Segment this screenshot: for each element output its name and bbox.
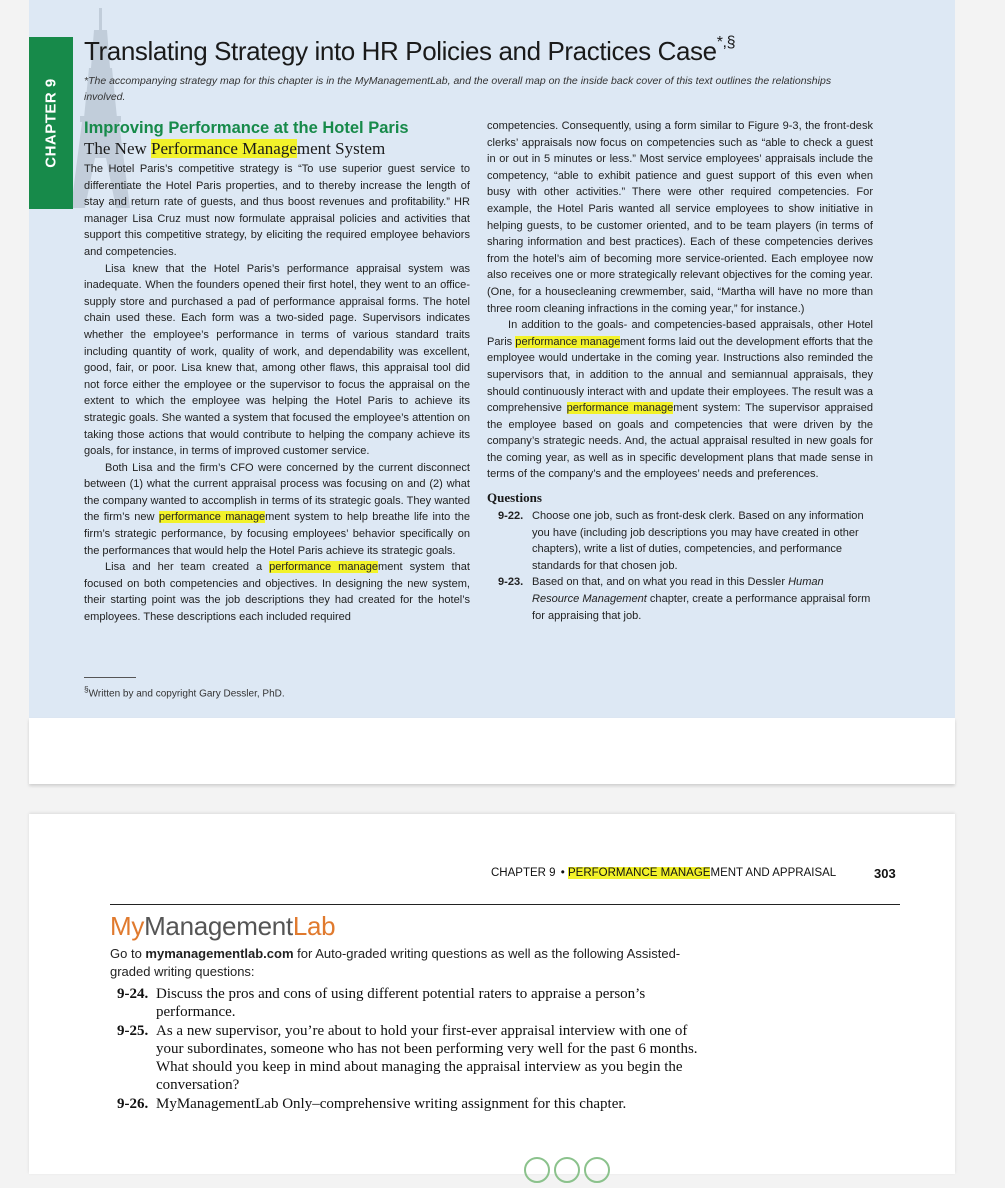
paragraph-4-start: Lisa and her team created a [105, 561, 270, 574]
question-9-22 [487, 508, 873, 574]
logo-circle-icon [524, 1157, 550, 1183]
section-heading-end: ment System [296, 139, 386, 158]
paragraph-2: Lisa knew that the Hotel Paris’s performance appraisal system was inadequate. When the founders opened their first hotel, they went to an office-supply store and purchased a pad of performance appraisal forms. The hotel chain used these. Each form was a two-sided page. Supervisors indicates whether the employee’s performance in terms of various standard traits including quantity of work, quality of work, and dependability was excellent, good, fair, or poor. Lisa knew that, among other flaws, this appraisal tool did not force either the employee or the supervisor to focus the appraisal on the extent to which the employee was helping the Hotel Paris to achieve its strategic goals. She wanted a system that focused the employee’s attention on taking those actions that would contribute to helping the company achieve its goals, for instance, in terms of improved customer service. [84, 262, 470, 458]
question-text-end: chapter, create a performance appraisal form for appraising that job. [532, 593, 871, 622]
writing-question-number: 9-26. [117, 1095, 149, 1112]
page-number: 303 [874, 866, 896, 881]
question-number: 9-22. [498, 510, 524, 523]
footnote-mark: § [84, 684, 89, 694]
mml-link[interactable]: mymanagementlab.com [145, 946, 294, 961]
paragraph-1: The Hotel Paris’s competitive strategy is “To use superior guest service to differentiate the Hotel Paris properties, and to thereby increase the length of stay and return rate of guests, and thus boost revenues and profitability.” HR manager Lisa Cruz must now formulate appraisal policies and activities that support this competitive strategy, by eliciting the required employee behaviors and competencies. [84, 163, 470, 258]
case-subtitle: Improving Performance at the Hotel Paris [84, 119, 409, 137]
writing-question-number: 9-24. [117, 986, 149, 1002]
footnote [84, 684, 285, 699]
search-highlight: performance manage [158, 511, 266, 524]
writing-questions [117, 985, 717, 1113]
footnote-text: Written by and copyright Gary Dessler, PhD. [88, 688, 285, 700]
writing-question-9-26 [117, 1095, 717, 1113]
writing-question-9-24 [117, 985, 717, 1022]
paragraph-3-start: Both Lisa and the firm’s CFO were concerned by the current disconnect between (1) what the current appraisal process was focusing on and (2) what the company wanted to accomplish in terms of its strategic goals. They wanted the firm’s new [84, 461, 470, 524]
mml-intro-end: for Auto-graded writing questions as well as the following Assisted-graded writing questions: [110, 946, 681, 979]
chapter-tab [29, 37, 73, 209]
question-9-23 [487, 574, 873, 624]
paragraph-4-end: ment system that focused on both competencies and objectives. In designing the new system, their starting point was the job descriptions they had created for the hotel’s employees. These descriptions each included required [84, 561, 470, 624]
page-bottom-margin [29, 718, 955, 784]
publisher-logo-icon [524, 1157, 614, 1188]
question-text: Choose one job, such as front-desk clerk. Based on any information you have (including job descriptions you may have created in other chapters), write a list of duties, competencies, and performance standards for that chosen job. [532, 510, 864, 572]
search-highlight: performance manage [269, 561, 379, 574]
writing-question-text: Discuss the pros and cons of using different potential raters to appraise a person’s performance. [156, 986, 646, 1021]
case-title [84, 36, 735, 67]
footnote-divider [84, 677, 136, 678]
paragraph-6-part-a: In addition to the goals- and competencies-based appraisals, other Hotel Paris [487, 319, 873, 348]
question-text-start: Based on that, and on what you read in this Dessler [532, 576, 789, 589]
section-heading [84, 138, 470, 160]
paragraph-6-part-b: ment forms laid out the development efforts that the employee would undertake in the coming year. Instructions also reminded the supervisors that, in addition to the annual and semiannual appraisals, they should continuously interact with and update their employees. The result was a comprehensive [487, 335, 873, 415]
right-column [487, 118, 873, 624]
running-head-end: MENT AND APPRAISAL [710, 867, 837, 879]
left-column [84, 118, 470, 626]
search-highlight: PERFORMANCE MANAGE [567, 867, 711, 879]
questions-heading: Questions [487, 490, 542, 506]
running-head-chapter: CHAPTER 9 [491, 867, 556, 879]
book-title: Human Resource Management [532, 576, 824, 606]
paragraph-6-part-c: ment system: The supervisor appraised the employee based on goals and competencies that were driven by the company’s strategic needs. And, the actual appraisal resulted in new goals for the coming year, as well as in specific development plans that made sense in terms of the company’s and the employees’ needs and preferences. [487, 402, 873, 481]
search-highlight: performance manage [515, 335, 621, 348]
paragraph-4 [84, 559, 470, 625]
running-head-bullet: • [560, 867, 565, 879]
paragraph-3 [84, 460, 470, 560]
writing-question-text: MyManagementLab Only–comprehensive writing assignment for this chapter. [156, 1095, 627, 1112]
strategy-map-note: *The accompanying strategy map for this chapter is in the MyManagementLab, and the overall map on the inside back cover of this text outlines the relationships involved. [84, 75, 832, 103]
header-rule [110, 904, 900, 905]
title-footnote-marks: *,§ [716, 34, 736, 51]
paragraph-5: competencies. Consequently, using a form similar to Figure 9-3, the front-desk clerks’ appraisals now focus on competencies such as “able to check a guest in or out in 5 minutes or less.” Most service employees’ appraisals include the competency, “able to exhibit patience and guest support of this even when busy with other activities.” There were other required competencies. For example, the Hotel Paris wanted all service employees to show initiative in helping guests, to be customer oriented, and to be team players (in terms of sharing information and best practices). Each of these competencies derives from the hotel’s aim of becoming more service-oriented. Each employee now also receives one or more strategically relevant objectives for the coming year. (One, for a housecleaning crewmember, said, “Martha will have no more than three room cleaning infractions in the coming year,” for instance.) [487, 120, 873, 315]
mymanagementlab-logo [110, 911, 335, 942]
mml-intro [110, 945, 700, 980]
logo-lab: Lab [292, 911, 336, 941]
logo-circle-icon [584, 1157, 610, 1183]
logo-circle-icon [554, 1157, 580, 1183]
writing-question-text: As a new supervisor, you’re about to hold your first-ever appraisal interview with one of your subordinates, someone who has not been performing very well for the past 6 months. What should you keep in mind about managing the appraisal interview as you begin the conversation? [156, 1022, 698, 1094]
running-head [491, 867, 836, 879]
writing-question-number: 9-25. [117, 1022, 149, 1039]
case-title-text: Translating Strategy into HR Policies and Practices Case [84, 36, 717, 66]
question-number: 9-23. [498, 576, 524, 589]
logo-management: Management [144, 911, 293, 941]
section-heading-start: The New [84, 139, 152, 158]
writing-question-9-25 [117, 1022, 717, 1095]
paragraph-6 [487, 317, 873, 483]
chapter-tab-label: CHAPTER 9 [42, 78, 60, 168]
logo-my: My [110, 911, 145, 941]
paragraph-3-end: ment system to help breathe life into the firm’s strategic performance, by focusing employees’ behavior specifically on the performances that would help the Hotel Paris achieve its strategic goals. [84, 511, 470, 557]
search-highlight: Performance Manage [151, 139, 297, 158]
search-highlight: performance manage [566, 402, 674, 415]
mml-intro-start: Go to [110, 946, 146, 961]
